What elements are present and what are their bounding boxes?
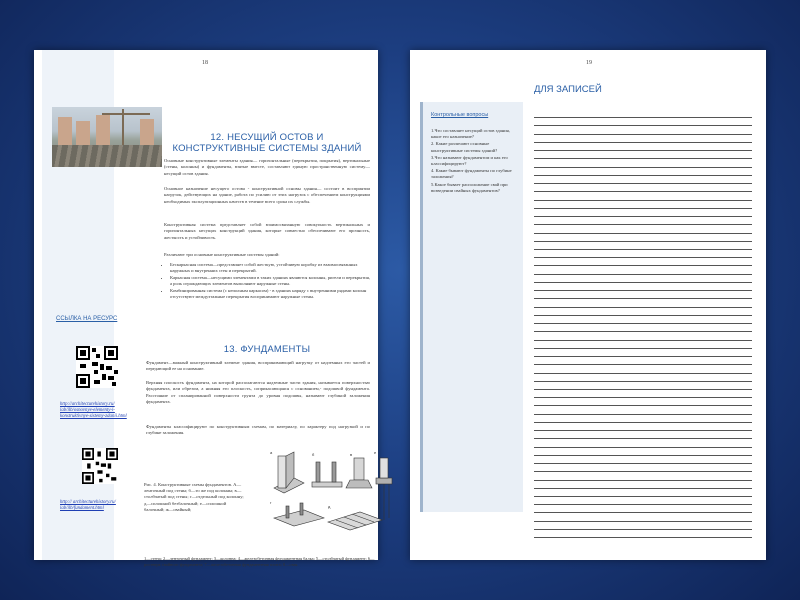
section-title-frame: 12. НЕСУЩИЙ ОСТОВ И КОНСТРУКТИВНЫЕ СИСТЕМЫ ЗДАНИЙ [172, 132, 362, 154]
paragraph-foundation-surfaces: Верхняя плоскость фундамента, на которой располагаются надземные части здания, называется поверхностью фундамента, или обрезом, а нижняя его плоскость, соприкасающаяся с основанием,- подошвой фундамента. Расстояние от спланированной поверхности грунта до уровня подошвы, называют глубиной заложения фундамента. [146, 380, 370, 405]
resource-link-frame[interactable]: http://architecturehistory.ru/ lab/ilb/osnovnye-elementy-i-konstruktivnye-sistemy-zdanii.html [60, 402, 127, 419]
resource-link-foundations[interactable]: http:// architecturehistory.ru/ lab/ilb/fundament.html [60, 500, 116, 511]
page-number: 19 [586, 60, 592, 66]
note-line [534, 357, 752, 365]
note-line [534, 110, 752, 118]
note-line [534, 431, 752, 439]
svg-text:б: б [312, 452, 315, 457]
note-line [534, 472, 752, 480]
note-line [534, 201, 752, 209]
note-line [534, 143, 752, 151]
list-item: 5.Какое бывает расположение свай при возведении свайных фундаментов? [431, 181, 508, 193]
note-line [534, 209, 752, 217]
svg-text:е: е [374, 450, 377, 455]
note-line [534, 365, 752, 373]
note-line [534, 505, 752, 513]
note-line [534, 266, 752, 274]
note-line [534, 283, 752, 291]
paragraph-frame-purpose: Основное назначение несущего остова - конструктивной основы здания— состоит в восприятии нагрузок, действующих на здание, работа по усилию от этих нагрузок с обеспечением конструкциями необходимых эксплуатационных качеств в течение всего срока их службы. [164, 186, 370, 204]
resource-link-heading[interactable]: ССЫЛКА НА РЕСУРС [56, 316, 118, 322]
foundation-diagram [264, 448, 404, 558]
note-line [534, 151, 752, 159]
questions-list [431, 128, 517, 195]
paragraph-frame-definition: Основные конструктивные элементы здания— горизонтальные (перекрытия, покрытия), вертикальные (стены, колонны) и фундаменты, взятые вместе, составляют единую пространственную систему—несущий остов здания. [164, 158, 370, 176]
note-line [534, 316, 752, 324]
note-line [534, 522, 752, 530]
notes-lines[interactable] [534, 110, 752, 544]
note-line [534, 464, 752, 472]
note-line [534, 513, 752, 521]
note-line [534, 250, 752, 258]
list-item: 2. Какие различают основные конструктивные системы зданий? [431, 141, 498, 153]
note-line [534, 341, 752, 349]
svg-text:а: а [270, 450, 273, 455]
note-line [534, 415, 752, 423]
figure-caption: Рис. 4. Конструктивные схемы фундаментов. А—ленточный под стены; б—то же под колонны; в—столбчатый под стены; г—отдельный под колонну; д—сплошной безбалочный; е—сплошной балочный; ж—свайный; [144, 482, 244, 512]
note-line [534, 126, 752, 134]
list-item: • Комбинированная система (с неполным каркасом) - в зданиях наряду с внутренними рядами колонн отсутствуют междуэтажные перекрытия воспринимают наружные стены. [170, 288, 370, 301]
figure-legend: 1—стена; 2—ленточный фундамент; 3—колонна; 4—железобетонная фундаментная балка; 5—столбчатый фундамент; 6—ростверк свайного фундамента; 7—железобетонная фундаментная плита; 8—свая. [144, 556, 375, 567]
note-line [534, 530, 752, 538]
note-line [534, 308, 752, 316]
note-line [534, 242, 752, 250]
note-line [534, 406, 752, 414]
note-line [534, 118, 752, 126]
note-line [534, 382, 752, 390]
note-line [534, 135, 752, 143]
paragraph-structural-system: Конструктивная система представляет собой взаимосвязанную совокупность вертикальных и горизонтальных несущих конструкций здания, которые совместно обеспечивают его прочность, жесткость и устойчивость. [164, 222, 370, 240]
note-line [534, 159, 752, 167]
note-line [534, 390, 752, 398]
note-line [534, 481, 752, 489]
notes-title: ДЛЯ ЗАПИСЕЙ [534, 84, 602, 95]
construction-photo [52, 107, 162, 167]
note-line [534, 324, 752, 332]
right-page [410, 50, 766, 560]
note-line [534, 217, 752, 225]
list-item: 3.Что называют фундаментом и как его классифицируют? [431, 154, 508, 167]
page-number: 18 [202, 60, 208, 66]
left-page [34, 50, 378, 567]
note-line [534, 291, 752, 299]
qr-code-icon[interactable] [82, 448, 118, 484]
note-line [534, 448, 752, 456]
note-line [534, 374, 752, 382]
note-line [534, 176, 752, 184]
note-line [534, 234, 752, 242]
note-line [534, 456, 752, 464]
note-line [534, 489, 752, 497]
questions-title: Контрольные вопросы [431, 112, 489, 118]
note-line [534, 225, 752, 233]
svg-text:г: г [270, 500, 272, 505]
paragraph-systems-intro: Различают три основные конструктивные системы зданий: [164, 252, 280, 257]
questions-sidebar [420, 102, 523, 512]
list-item: 1.Что составляет несущий остов здания, какое его назначение? [431, 128, 510, 140]
note-line [534, 332, 752, 340]
note-line [534, 168, 752, 176]
section-title-foundations: 13. ФУНДАМЕНТЫ [223, 344, 311, 355]
systems-list [162, 262, 370, 300]
paragraph-foundation-classification: Фундаменты классифицируют по конструктивным схемам, по материалу, по характеру под нагрузкой и по глубине заложения. [146, 424, 370, 436]
paragraph-foundation-definition: Фундамент—важный конструктивный элемент здания, воспринимающий нагрузку от надземных его частей и передающий ее на основание. [146, 360, 370, 372]
svg-text:д: д [328, 504, 331, 509]
note-line [534, 349, 752, 357]
note-line [534, 258, 752, 266]
list-item: • Каркасная система—несущими элементами в таких зданиях являются колонны, ригели и перекрытия, а роль ограждающих элементов выполняют наружные стены. [170, 275, 370, 288]
note-line [534, 497, 752, 505]
note-line [534, 439, 752, 447]
list-item: 4. Какие бывают фундаменты по глубине заложения? [431, 168, 512, 180]
note-line [534, 184, 752, 192]
svg-text:в: в [350, 452, 353, 457]
note-line [534, 299, 752, 307]
list-item: • Бескаркасная система—представляет собой жесткую, устойчивую коробку из взаимосвязанных наружных и внутренних стен и перекрытий. [170, 262, 370, 275]
note-line [534, 423, 752, 431]
note-line [534, 275, 752, 283]
note-line [534, 398, 752, 406]
qr-code-icon[interactable] [76, 346, 118, 388]
note-line [534, 192, 752, 200]
